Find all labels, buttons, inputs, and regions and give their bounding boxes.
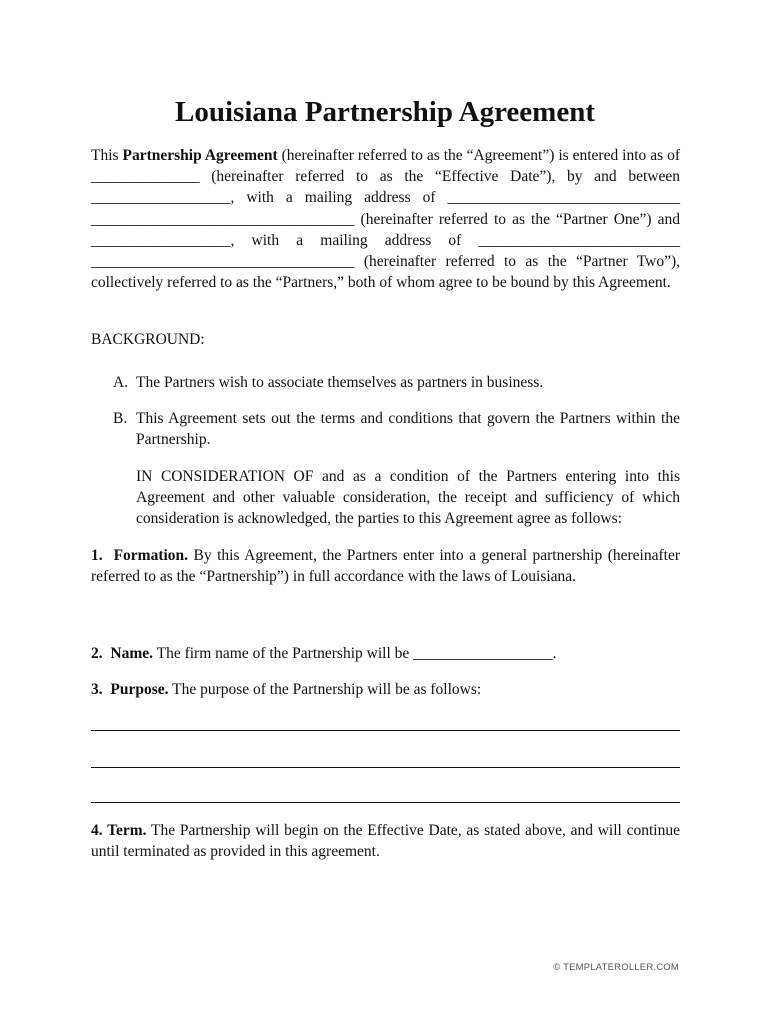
section-term xyxy=(91,820,680,862)
section-purpose-text: The purpose of the Partnership will be as follows: xyxy=(168,681,482,698)
section-name-heading: 2. Name. xyxy=(91,645,153,662)
intro-paragraph xyxy=(91,145,680,293)
section-formation-text: By this Agreement, the Partners enter into a general partnership (hereinafter referred to as the “Partnership”) in full accordance with the laws of Louisiana. xyxy=(91,547,680,586)
section-formation xyxy=(91,545,680,587)
background-item-a-label: A. xyxy=(113,374,129,391)
intro-prefix: This xyxy=(91,147,123,164)
document-title: Louisiana Partnership Agreement xyxy=(175,96,595,128)
footer-copyright: © TEMPLATEROLLER.COM xyxy=(553,962,679,973)
section-term-heading: 4. Term. xyxy=(91,822,147,839)
background-item-b-label: B. xyxy=(113,410,128,427)
section-purpose-heading: 3. Purpose. xyxy=(91,681,169,698)
section-term-text: The Partnership will begin on the Effective Date, as stated above, and will continue until terminated as provided in this agreement. xyxy=(91,822,680,861)
background-item-b-text: This Agreement sets out the terms and conditions that govern the Partners within the Partnership. xyxy=(136,410,680,449)
section-name xyxy=(91,643,680,664)
purpose-blank-line xyxy=(91,802,680,803)
section-name-text: The firm name of the Partnership will be __________________. xyxy=(153,645,557,662)
purpose-blank-line xyxy=(91,730,680,731)
consideration-paragraph: IN CONSIDERATION OF and as a condition of the Partners entering into this Agreement and other valuable consideration, the receipt and sufficiency of which consideration is acknowledged, the parties to this Agreement agree as follows: xyxy=(136,468,680,528)
section-purpose xyxy=(91,679,680,700)
intro-bold-term: Partnership Agreement xyxy=(122,147,278,164)
background-heading: BACKGROUND: xyxy=(91,331,205,348)
background-item-a-text: The Partners wish to associate themselves as partners in business. xyxy=(136,374,544,391)
section-formation-heading: 1. Formation. xyxy=(91,547,189,564)
purpose-blank-line xyxy=(91,767,680,768)
intro-text: (hereinafter referred to as the “Agreement”) is entered into as of ______________ (hereinafter referred to as the “Effective Date”), by and between __________________, with a mailing address of ______________________________ __________________________________ (hereinafter referred to as the “Partner One”) and __________________, with a mailing address of __________________________ __________________________________ (hereinafter referred to as the “Partner Two”), collectively referred to as the “Partners,” both of whom agree to be bound by this Agreement. xyxy=(91,147,680,292)
